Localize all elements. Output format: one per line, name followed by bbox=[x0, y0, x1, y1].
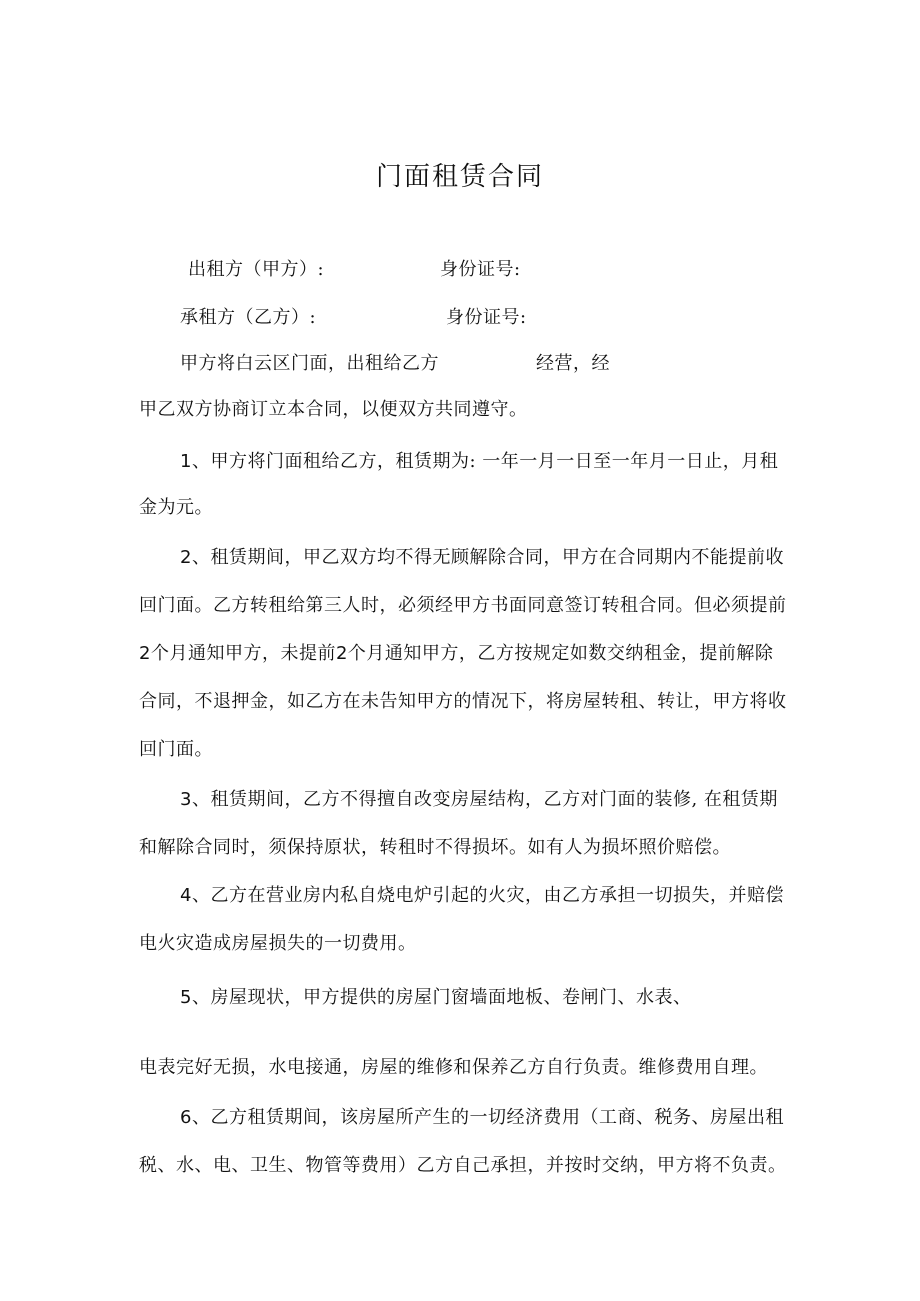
intro-line-1b: 经营，经 bbox=[536, 353, 610, 374]
clause-4-line-2: 电火灾造成房屋损失的一切费用。 bbox=[139, 933, 417, 954]
clause-2-line-1 bbox=[180, 546, 784, 570]
clause-text: 个月通知甲方，乙方按规定如数交纳租金，提前解除 bbox=[347, 643, 774, 664]
intro-line-1a: 甲方将白云区门面，出租给乙方 bbox=[180, 353, 439, 374]
clause-1-line-1 bbox=[180, 450, 778, 474]
clause-1-line-2: 金为元。 bbox=[139, 497, 213, 518]
clause-number: 3 bbox=[180, 789, 192, 810]
inline-number: 2 bbox=[335, 643, 348, 664]
intro-line-2: 甲乙双方协商订立本合同，以便双方共同遵守。 bbox=[139, 399, 528, 420]
inline-number: 2 bbox=[139, 643, 151, 664]
document-title: 门面租赁合同 bbox=[375, 162, 544, 192]
clause-text: 、乙方租赁期间，该房屋所产生的一切经济费用（工商、税务、房屋出租 bbox=[191, 1107, 784, 1128]
clause-text: 、甲方将门面租给乙方，租赁期为: 一年一月一日至一年月一日止，月租 bbox=[191, 451, 779, 472]
clause-2-line-5: 回门面。 bbox=[139, 739, 213, 760]
clause-6-line-1 bbox=[180, 1106, 784, 1130]
clause-2-line-3 bbox=[139, 642, 773, 666]
clause-text: 、租赁期间，甲乙双方均不得无顾解除合同，甲方在合同期内不能提前收 bbox=[191, 547, 784, 568]
clause-number: 6 bbox=[180, 1107, 192, 1128]
lessor-label: 出租方（甲方）: bbox=[188, 259, 325, 280]
clause-number: 5 bbox=[180, 987, 192, 1008]
clause-3-line-2: 和解除合同时，须保持原状，转租时不得损坏。如有人为损坏照价赔偿。 bbox=[139, 837, 731, 858]
clause-text: 个月通知甲方，未提前 bbox=[150, 643, 336, 664]
clause-3-line-1 bbox=[180, 788, 778, 812]
clause-4-line-1 bbox=[180, 884, 784, 908]
clause-number: 4 bbox=[180, 885, 192, 906]
clause-text: 、租赁期间，乙方不得擅自改变房屋结构，乙方对门面的装修, 在租赁期 bbox=[191, 789, 778, 810]
clause-number: 2 bbox=[180, 547, 192, 568]
clause-2-line-4: 合同，不退押金，如乙方在未告知甲方的情况下，将房屋转租、转让，甲方将收 bbox=[139, 691, 787, 712]
clause-text: 、房屋现状，甲方提供的房屋门窗墙面地板、卷闸门、水表、 bbox=[191, 987, 692, 1008]
clause-2-line-2: 回门面。乙方转租给第三人时，必须经甲方书面同意签订转租合同。但必须提前 bbox=[139, 595, 787, 616]
lessee-id-label: 身份证号: bbox=[446, 307, 527, 328]
clause-6-line-2: 税、水、电、卫生、物管等费用）乙方自己承担，并按时交纳，甲方将不负责。 bbox=[139, 1155, 787, 1176]
clause-5-line-2: 电表完好无损，水电接通，房屋的维修和保养乙方自行负责。维修费用自理。 bbox=[139, 1057, 768, 1078]
clause-text: 、乙方在营业房内私自烧电炉引起的火灾，由乙方承担一切损失，并赔偿 bbox=[191, 885, 784, 906]
lessor-id-label: 身份证号: bbox=[440, 259, 521, 280]
clause-5-line-1 bbox=[180, 986, 691, 1010]
lessee-label: 承租方（乙方）: bbox=[180, 307, 317, 328]
clause-number: 1 bbox=[180, 451, 192, 472]
